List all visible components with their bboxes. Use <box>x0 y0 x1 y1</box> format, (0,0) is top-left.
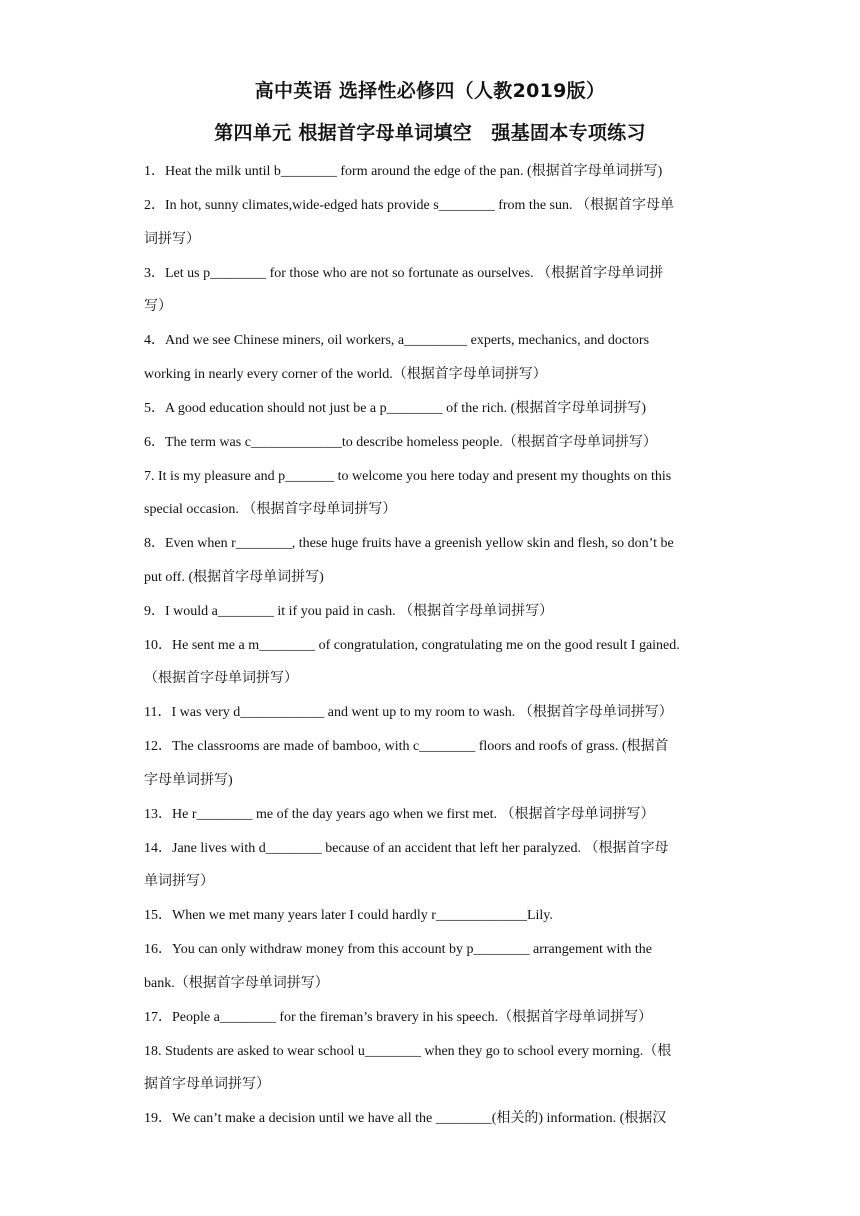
question-line: 18. Students are asked to wear school u________ when they go to school every morning.（根 <box>144 1044 672 1059</box>
question-line: 7. It is my pleasure and p_______ to welcome you here today and present my thoughts on this <box>144 469 672 484</box>
question-line: 17．People a________ for the fireman’s bravery in his speech.（根据首字母单词拼写） <box>144 1010 653 1025</box>
question-line: 据首字母单词拼写） <box>144 1077 270 1092</box>
document-subtitle: 第四单元 根据首字母单词填空 强基固本专项练习 <box>214 122 646 144</box>
question-line: 8．Even when r________, these huge fruits have a greenish yellow skin and flesh, so don’t be <box>144 536 674 551</box>
question-line: 词拼写） <box>144 232 200 247</box>
question-line: working in nearly every corner of the world.（根据首字母单词拼写） <box>144 367 547 382</box>
question-line: 16．You can only withdraw money from this account by p________ arrangement with the <box>144 942 652 957</box>
document-title: 高中英语 选择性必修四（人教2019版） <box>254 80 606 102</box>
question-line: special occasion. （根据首字母单词拼写） <box>144 502 397 517</box>
question-line: （根据首字母单词拼写） <box>144 671 298 686</box>
question-line: 2．In hot, sunny climates,wide-edged hats provide s________ from the sun. （根据首字母单 <box>144 198 674 213</box>
question-line: 1．Heat the milk until b________ form around the edge of the pan. (根据首字母单词拼写) <box>144 164 663 179</box>
question-line: bank.（根据首字母单词拼写） <box>144 976 329 991</box>
question-line: 6．The term was c_____________to describe homeless people.（根据首字母单词拼写） <box>144 435 657 450</box>
question-line: 单词拼写） <box>144 874 214 889</box>
question-line: 11．I was very d____________ and went up to my room to wash. （根据首字母单词拼写） <box>144 705 673 720</box>
question-line: 14．Jane lives with d________ because of an accident that left her paralyzed. （根据首字母 <box>144 841 669 856</box>
question-line: 12．The classrooms are made of bamboo, with c________ floors and roofs of grass. (根据首 <box>144 739 669 754</box>
question-line: 10．He sent me a m________ of congratulation, congratulating me on the good result I gained. <box>144 638 680 653</box>
question-line: 写） <box>144 299 172 314</box>
question-line: 3．Let us p________ for those who are not so fortunate as ourselves. （根据首字母单词拼 <box>144 266 664 281</box>
question-line: 9．I would a________ it if you paid in cash. （根据首字母单词拼写） <box>144 604 554 619</box>
question-line: 13．He r________ me of the day years ago when we first met. （根据首字母单词拼写） <box>144 807 655 822</box>
question-line: 19．We can’t make a decision until we have all the ________(相关的) information. (根据汉 <box>144 1111 667 1126</box>
question-line: 4．And we see Chinese miners, oil workers, a_________ experts, mechanics, and doctors <box>144 333 650 348</box>
question-line: 字母单词拼写) <box>144 773 233 788</box>
question-line: 15．When we met many years later I could hardly r_____________Lily. <box>144 908 553 923</box>
question-line: 5．A good education should not just be a p________ of the rich. (根据首字母单词拼写) <box>144 401 646 416</box>
question-line: put off. (根据首字母单词拼写) <box>144 570 324 585</box>
